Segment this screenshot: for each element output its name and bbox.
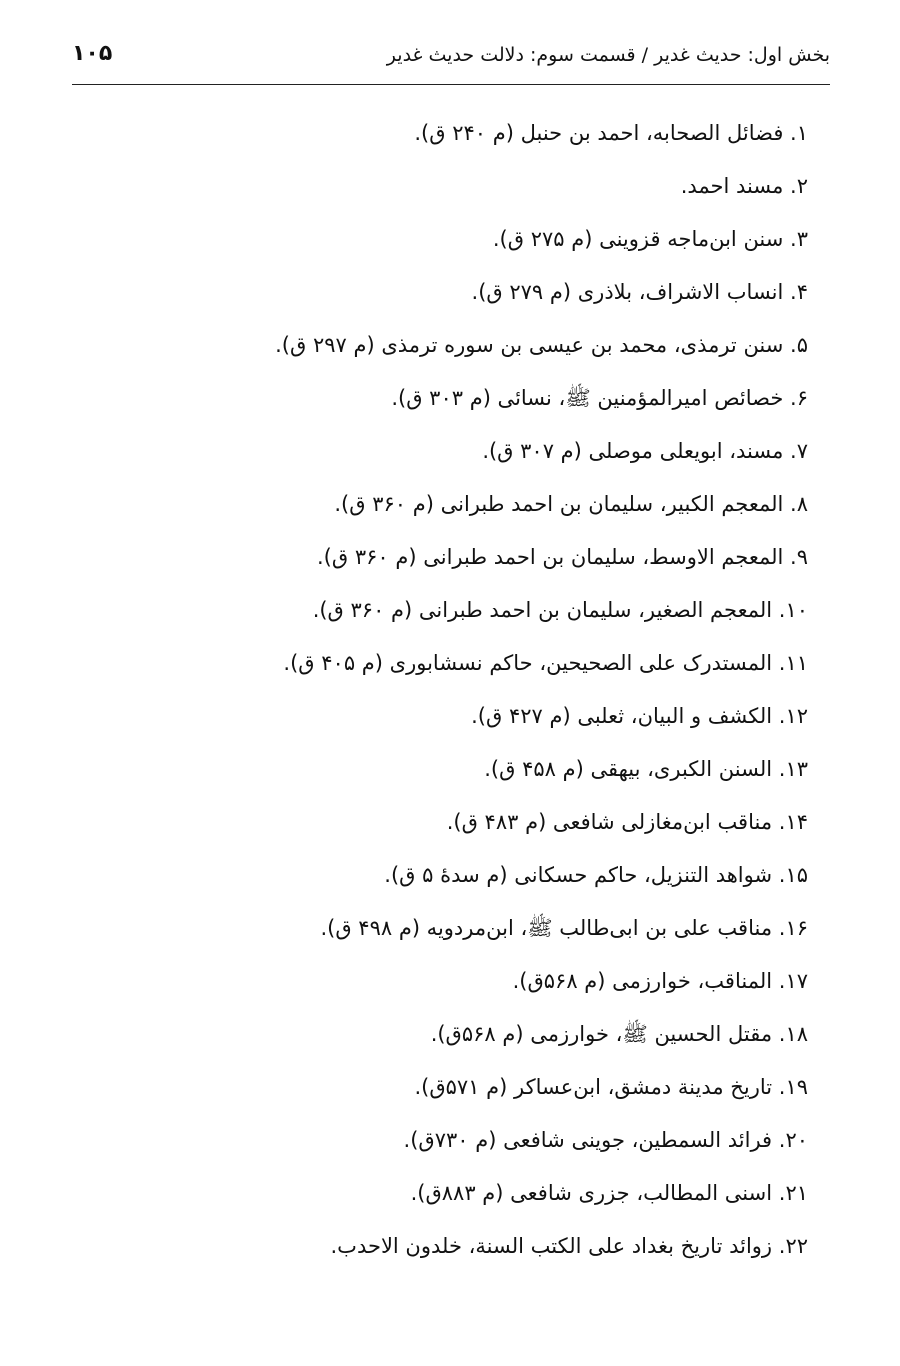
reference-item-8: ۸. المعجم الکبیر، سلیمان بن احمد طبرانی (م ۳۶۰ ق). bbox=[334, 492, 808, 516]
reference-item-2: ۲. مسند احمد. bbox=[680, 174, 808, 198]
reference-item-18: ۱۸. مقتل الحسین ﷺ، خوارزمی (م ۵۶۸ق). bbox=[430, 1022, 808, 1046]
reference-item-6: ۶. خصائص امیرالمؤمنین ﷺ، نسائی (م ۳۰۳ ق). bbox=[391, 386, 808, 410]
reference-item-21: ۲۱. اسنی المطالب، جزری شافعی (م ۸۸۳ق). bbox=[410, 1181, 808, 1205]
reference-item-16: ۱۶. مناقب علی بن ابی‌طالب ﷺ، ابن‌مردویه (م ۴۹۸ ق). bbox=[320, 916, 808, 940]
page-header bbox=[72, 36, 830, 80]
reference-item-1: ۱. فضائل الصحابه، احمد بن حنبل (م ۲۴۰ ق). bbox=[414, 121, 808, 145]
reference-item-14: ۱۴. مناقب ابن‌مغازلی شافعی (م ۴۸۳ ق). bbox=[446, 810, 808, 834]
reference-item-19: ۱۹. تاریخ مدینة دمشق، ابن‌عساکر (م ۵۷۱ق). bbox=[414, 1075, 808, 1099]
reference-item-13: ۱۳. السنن الکبری، بیهقی (م ۴۵۸ ق). bbox=[484, 757, 808, 781]
reference-item-17: ۱۷. المناقب، خوارزمی (م ۵۶۸ق). bbox=[512, 969, 808, 993]
reference-item-5: ۵. سنن ترمذی، محمد بن عیسی بن سوره ترمذی (م ۲۹۷ ق). bbox=[275, 333, 808, 357]
running-title: بخش اول: حدیث غدیر / قسمت سوم: دلالت حدیث غدیر bbox=[386, 44, 830, 66]
header-divider bbox=[72, 84, 830, 85]
reference-list bbox=[118, 110, 808, 1276]
reference-item-9: ۹. المعجم الاوسط، سلیمان بن احمد طبرانی (م ۳۶۰ ق). bbox=[316, 545, 808, 569]
reference-item-22: ۲۲. زوائد تاریخ بغداد علی الکتب السنة، خلدون الاحدب. bbox=[330, 1234, 808, 1258]
reference-item-4: ۴. انساب الاشراف، بلاذری (م ۲۷۹ ق). bbox=[471, 280, 808, 304]
reference-item-3: ۳. سنن ابن‌ماجه قزوینی (م ۲۷۵ ق). bbox=[492, 227, 808, 251]
reference-item-10: ۱۰. المعجم الصغیر، سلیمان بن احمد طبرانی (م ۳۶۰ ق). bbox=[312, 598, 808, 622]
reference-item-12: ۱۲. الکشف و البیان، ثعلبی (م ۴۲۷ ق). bbox=[471, 704, 808, 728]
reference-item-11: ۱۱. المستدرک علی الصحیحین، حاکم نسشابوری (م ۴۰۵ ق). bbox=[283, 651, 808, 675]
page-number: ۱۰۵ bbox=[72, 41, 113, 66]
reference-item-7: ۷. مسند، ابویعلی موصلی (م ۳۰۷ ق). bbox=[482, 439, 808, 463]
reference-item-15: ۱۵. شواهد التنزیل، حاکم حسکانی (م سدۀ ۵ ق). bbox=[384, 863, 808, 887]
reference-item-20: ۲۰. فرائد السمطین، جوینی شافعی (م ۷۳۰ق). bbox=[403, 1128, 808, 1152]
